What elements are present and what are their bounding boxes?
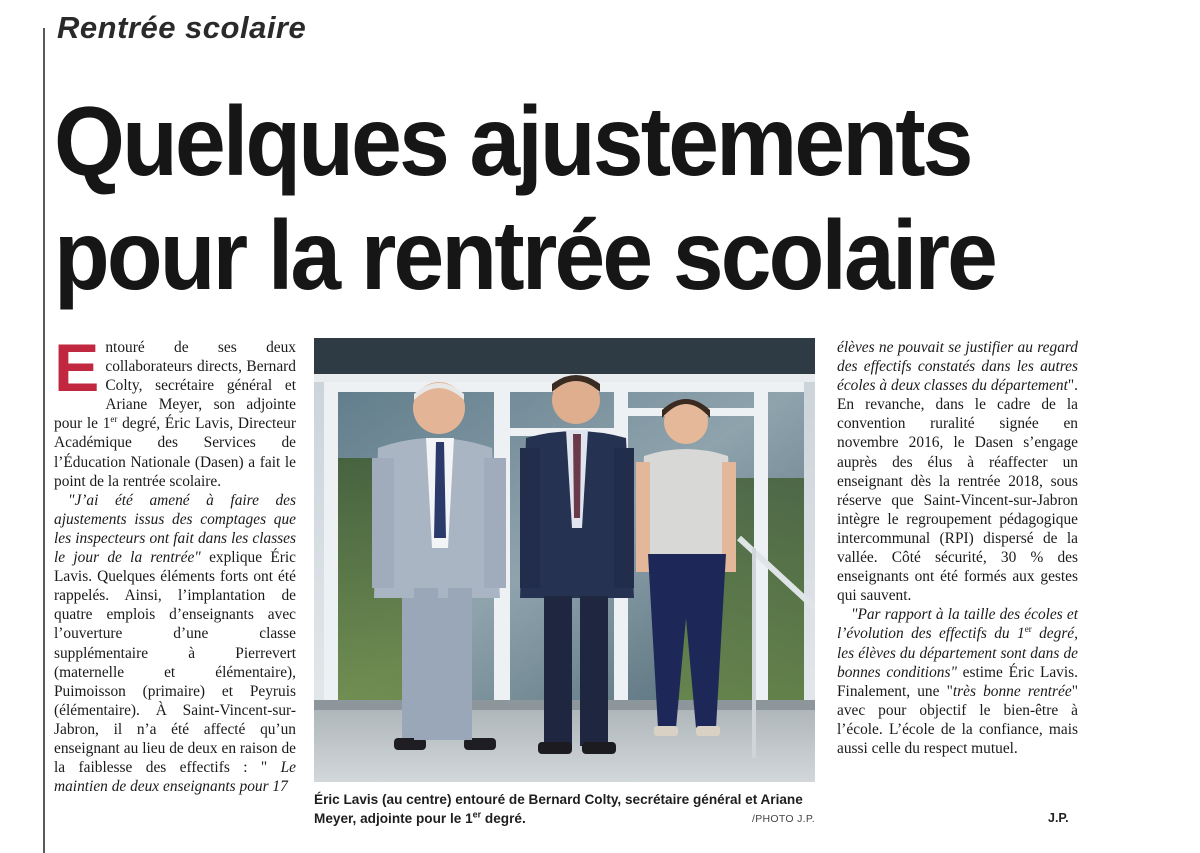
caption-ordinal-sup: er: [472, 809, 482, 820]
caption-text-b: degré.: [481, 811, 526, 826]
paragraph-3-body: ". En revanche, dans le cadre de la convention ruralité signée en novembre 2016, le Dasen s’engage auprès des élus à réaffecter un enseignant dès la rentrée 2018, sous réserve que Saint-Vincent-sur-Jabron intègre le regroupement pédagogique intercommunal (RPI) dispersé de la vallée. Côté sécurité, 30 % des enseignants ont été formés aux gestes qui sauvent.: [837, 377, 1078, 605]
drop-cap: E: [54, 330, 100, 406]
article-headline: [54, 84, 1040, 312]
column-rule: [43, 28, 45, 853]
conclusion-ordinal-sup: er: [1024, 624, 1032, 635]
intro-text-end: degré, Éric Lavis, Directeur Académique des Services de l’Éducation Nationale (Dasen) a fait le point de la rentrée scolaire.: [54, 415, 296, 490]
caption-text-a: Éric Lavis (au centre) entouré de Bernard Colty, secrétaire général et Ariane Meyer, adjointe pour le 1: [314, 792, 803, 826]
paragraph-quote-adjustments: [54, 491, 296, 797]
conclusion-text-b: " avec pour objectif le bien-être à l’école. L’école de la confiance, mais aussi celle du respect mutuel.: [837, 682, 1079, 757]
headline-line-1: Quelques ajustements: [54, 86, 971, 196]
quote-bonne-rentree: très bonne rentrée: [952, 682, 1072, 700]
photo-credit: /PHOTO J.P.: [752, 813, 816, 825]
ordinal-sup: er: [110, 414, 118, 425]
paragraph-2-body: explique Éric Lavis. Quelques éléments forts ont été rappelés. Ainsi, l’implantation de quatre emplois d’enseignants avec l’ouverture d’une classe supplémentaire à Pierrevert (maternelle et élémentaire), Puimoisson (primaire) et Peyruis (élémentaire). À Saint-Vincent-sur-Jabron, il n’a été affecté qu’un enseignant au lieu de deux en raison de la faiblesse des effectifs : ": [54, 549, 296, 777]
paragraph-continuation: [837, 338, 1078, 605]
photo-caption: [314, 790, 815, 828]
section-kicker: Rentrée scolaire: [57, 10, 307, 45]
intro-text-start: ntouré de ses deux collaborateurs directs, Bernard Colty, secrétaire général et Ariane Meyer, son adjointe pour le 1: [54, 339, 296, 433]
author-signature: J.P.: [1048, 811, 1069, 825]
quote-maintien-end: élèves ne pouvait se justifier au regard des effectifs constatés dans les autres écoles à deux classes du département: [837, 339, 1078, 395]
conclusion-text-a: estime Éric Lavis. Finalement, une ": [837, 663, 1078, 700]
article-column-1: [54, 330, 296, 796]
headline-line-2: pour la rentrée scolaire: [54, 200, 996, 310]
quote-conditions-b: degré, les élèves du département sont dans de bonnes conditions": [837, 625, 1078, 681]
paragraph-conclusion: [837, 605, 1078, 758]
quote-maintien-start: Le maintien de deux enseignants pour 17: [54, 759, 296, 796]
article-column-3: [837, 338, 1078, 758]
quote-conditions-a: "Par rapport à la taille des écoles et l’évolution des effectifs du 1: [837, 606, 1078, 643]
article-photo: [314, 338, 815, 782]
photo-illustration: [314, 338, 815, 782]
quote-adjustments: "J’ai été amené à faire des ajustements issus des comptages que les inspecteurs ont fait dans les classes le jour de la rentrée": [54, 491, 296, 567]
paragraph-intro: [54, 330, 296, 491]
